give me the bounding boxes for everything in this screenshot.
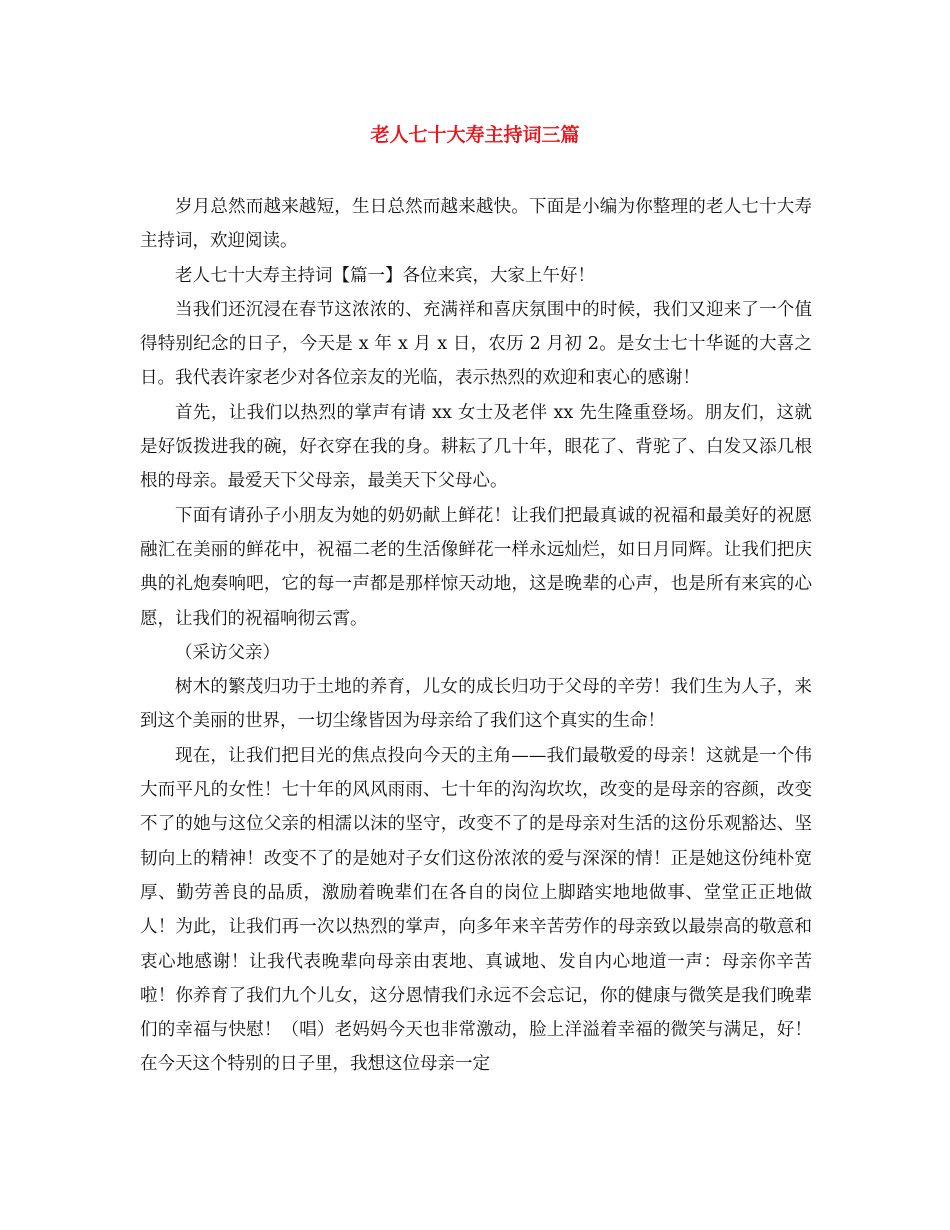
body-paragraph: 树木的繁茂归功于土地的养育，儿女的成长归功于父母的辛劳！我们生为人子，来到这个美丽的世界，一切尘缘皆因为母亲给了我们这个真实的生命！ bbox=[140, 677, 812, 732]
body-paragraph: 老人七十大寿主持词【篇一】各位来宾，大家上午好！ bbox=[175, 265, 595, 286]
body-paragraph: 当我们还沉浸在春节这浓浓的、充满祥和喜庆氛围中的时候，我们又迎来了一个值得特别纪念的日子，今天是 x 年 x 月 x 日，农历 2 月初 2。是女士七十华诞的大喜之日。我代表许家老少对各位亲友的光临，表示热烈的欢迎和衷心的感谢！ bbox=[140, 299, 812, 389]
body-paragraph: 岁月总然而越来越短，生日总然而越来越快。下面是小编为你整理的老人七十大寿主持词，欢迎阅读。 bbox=[140, 197, 812, 252]
body-paragraph: 现在，让我们把目光的焦点投向今天的主角——我们最敬爱的母亲！这就是一个伟大而平凡的女性！七十年的风风雨雨、七十年的沟沟坎坎，改变的是母亲的容颜，改变不了的她与这位父亲的相濡以沫的坚守，改变不了的是母亲对生活的这份乐观豁达、坚韧向上的精神！改变不了的是她对子女们这份浓浓的爱与深深的情！正是她这份纯朴宽厚、勤劳善良的品质，激励着晚辈们在各自的岗位上脚踏实地地做事、堂堂正正地做人！为此，让我们再一次以热烈的掌声，向多年来辛苦劳作的母亲致以最崇高的敬意和衷心地感谢！让我代表晚辈向母亲由衷地、真诚地、发自内心地道一声：母亲你辛苦啦！你养育了我们九个儿女，这分恩情我们永远不会忘记，你的健康与微笑是我们晚辈们的幸福与快慰！（唱）老妈妈今天也非常激动，脸上洋溢着幸福的微笑与满足，好！在今天这个特别的日子里，我想这位母亲一定 bbox=[140, 745, 812, 1075]
document-body bbox=[140, 190, 812, 1082]
body-paragraph: 下面有请孙子小朋友为她的奶奶献上鲜花！让我们把最真诚的祝福和最美好的祝愿融汇在美丽的鲜花中，祝福二老的生活像鲜花一样永远灿烂，如日月同辉。让我们把庆典的礼炮奏响吧，它的每一声都是那样惊天动地，这是晚辈的心声，也是所有来宾的心愿，让我们的祝福响彻云霄。 bbox=[140, 505, 812, 629]
body-paragraph: 首先，让我们以热烈的掌声有请 xx 女士及老伴 xx 先生隆重登场。朋友们，这就是好饭拨进我的碗，好衣穿在我的身。耕耘了几十年，眼花了、背驼了、白发又添几根根的母亲。最爱天下父母亲，最美天下父母心。 bbox=[140, 402, 812, 492]
document-title: 老人七十大寿主持词三篇 bbox=[370, 124, 580, 146]
body-paragraph: （采访父亲） bbox=[175, 642, 280, 663]
